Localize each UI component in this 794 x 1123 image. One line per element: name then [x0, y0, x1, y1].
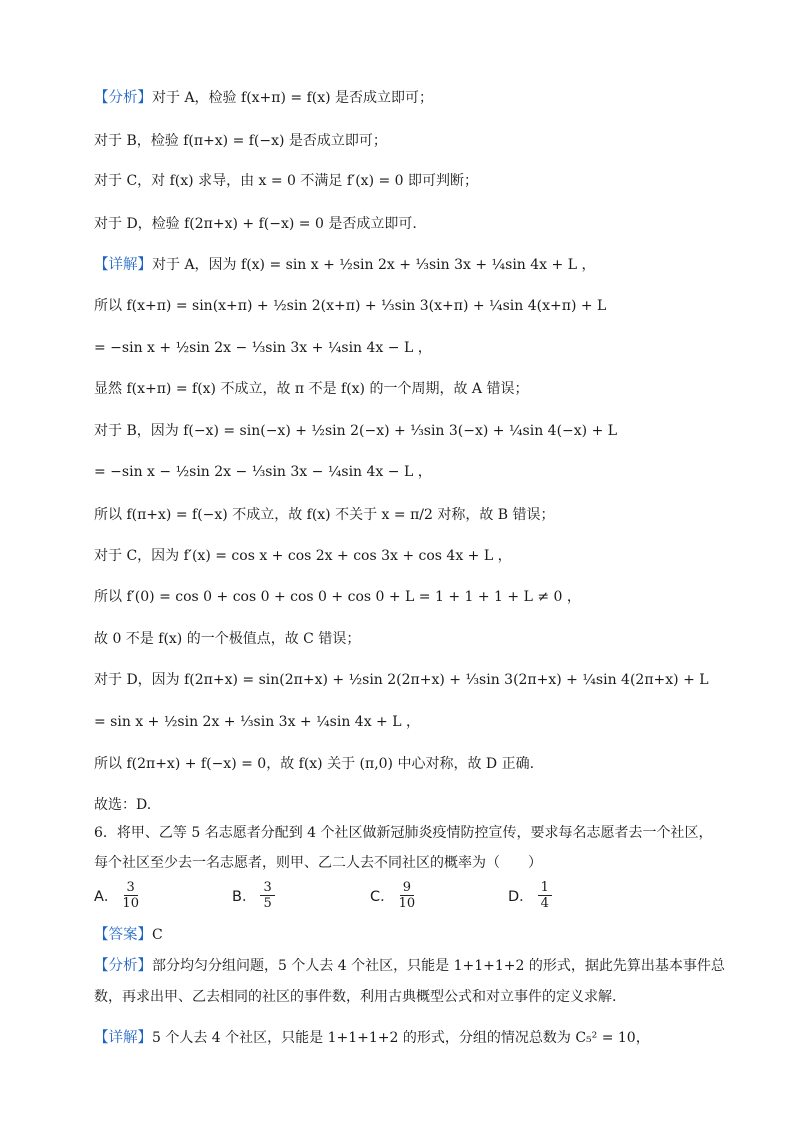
denominator: 5	[263, 896, 272, 911]
line-text: 6．将甲、乙等 5 名志愿者分配到 4 个社区做新冠肺炎疫情防控宣传，要求每名志愿者去一个社区，	[94, 825, 713, 841]
numerator: 9	[400, 880, 414, 896]
text-line	[94, 88, 754, 108]
text-line	[94, 956, 754, 976]
text-line	[94, 171, 754, 191]
fraction	[260, 880, 274, 911]
fraction	[399, 880, 416, 911]
line-text: 故选：D.	[94, 797, 152, 813]
text-line	[94, 587, 754, 607]
text-line	[94, 853, 754, 873]
option-c	[370, 880, 415, 911]
text-line	[94, 1028, 754, 1048]
option-a	[94, 880, 139, 911]
line-text: 对于 A，检验 f(x+π) = f(x) 是否成立即可；	[152, 90, 434, 106]
line-text: 所以 f(2π+x) + f(−x) = 0，故 f(x) 关于 (π,0) 中心对称，故 D 正确.	[94, 756, 535, 772]
line-text: 所以 f(x+π) = sin(x+π) + ½sin 2(x+π) + ⅓sin 3(x+π) + ¼sin 4(x+π) + L	[94, 298, 607, 314]
text-line	[94, 823, 754, 843]
line-text: 数，再求出甲、乙去相同的社区的事件数，利用古典概型公式和对立事件的定义求解.	[94, 989, 617, 1005]
fraction	[122, 880, 139, 911]
text-line	[94, 712, 754, 732]
line-text: 每个社区至少去一名志愿者，则甲、乙二人去不同社区的概率为（ ）	[94, 855, 542, 871]
text-line	[94, 925, 754, 945]
text-line	[94, 795, 754, 815]
line-text: 所以 f(π+x) = f(−x) 不成立，故 f(x) 不关于 x = π/2 对称，故 B 错误；	[94, 507, 555, 523]
line-text: 对于 D，因为 f(2π+x) = sin(2π+x) + ½sin 2(2π+x) + ⅓sin 3(2π+x) + ¼sin 4(2π+x) + L	[94, 672, 709, 688]
text-line	[94, 670, 754, 690]
denominator: 4	[540, 896, 549, 911]
section-tag: 【详解】	[94, 1030, 152, 1046]
fraction	[538, 880, 552, 911]
line-text: 对于 A，因为 f(x) = sin x + ½sin 2x + ⅓sin 3x + ¼sin 4x + L ，	[152, 257, 596, 273]
text-line	[94, 546, 754, 566]
line-text: C	[152, 927, 163, 943]
text-line	[94, 987, 754, 1007]
text-line	[94, 296, 754, 316]
text-line	[94, 421, 754, 441]
text-line	[94, 131, 754, 151]
numerator: 1	[538, 880, 552, 896]
option-d	[508, 880, 552, 911]
option-b	[232, 880, 275, 911]
line-text: 所以 f′(0) = cos 0 + cos 0 + cos 0 + cos 0 + L = 1 + 1 + 1 + L ≠ 0 ，	[94, 589, 581, 605]
option-letter: B．	[232, 889, 257, 905]
line-text: 对于 B，因为 f(−x) = sin(−x) + ½sin 2(−x) + ⅓sin 3(−x) + ¼sin 4(−x) + L	[94, 423, 618, 439]
line-text: = sin x + ½sin 2x + ⅓sin 3x + ¼sin 4x + L ，	[94, 714, 420, 730]
line-text: 显然 f(x+π) = f(x) 不成立，故 π 不是 f(x) 的一个周期，故 A 错误；	[94, 381, 529, 397]
numerator: 3	[124, 880, 138, 896]
line-text: = −sin x − ½sin 2x − ⅓sin 3x − ¼sin 4x − L ，	[94, 464, 432, 480]
line-text: 5 个人去 4 个社区，只能是 1+1+1+2 的形式，分组的情况总数为 C₅² = 10，	[152, 1030, 650, 1046]
line-text: 对于 B，检验 f(π+x) = f(−x) 是否成立即可；	[94, 133, 387, 149]
text-line	[94, 379, 754, 399]
section-tag: 【详解】	[94, 257, 152, 273]
text-line	[94, 505, 754, 525]
line-text: 对于 C，对 f(x) 求导，由 x = 0 不满足 f′(x) = 0 即可判断；	[94, 173, 479, 189]
option-letter: A．	[94, 889, 119, 905]
denominator: 10	[398, 896, 416, 911]
option-letter: D．	[508, 889, 534, 905]
numerator: 3	[260, 880, 274, 896]
line-text: 部分均匀分组问题，5 个人去 4 个社区，只能是 1+1+1+2 的形式，据此先算出基本事件总	[152, 958, 725, 974]
text-line	[94, 754, 754, 774]
line-text: 对于 D，检验 f(2π+x) + f(−x) = 0 是否成立即可.	[94, 216, 417, 232]
text-line	[94, 255, 754, 275]
text-line	[94, 462, 754, 482]
section-tag: 【分析】	[94, 90, 152, 106]
section-tag: 【分析】	[94, 958, 152, 974]
answer-options	[94, 880, 734, 920]
line-text: 故 0 不是 f(x) 的一个极值点，故 C 错误；	[94, 631, 361, 647]
text-line	[94, 629, 754, 649]
line-text: = −sin x + ½sin 2x − ⅓sin 3x + ¼sin 4x − L ，	[94, 340, 432, 356]
option-letter: C．	[370, 889, 395, 905]
section-tag: 【答案】	[94, 927, 152, 943]
denominator: 10	[122, 896, 139, 911]
line-text: 对于 C，因为 f′(x) = cos x + cos 2x + cos 3x + cos 4x + L ，	[94, 548, 512, 564]
text-line	[94, 338, 754, 358]
text-line	[94, 214, 754, 234]
